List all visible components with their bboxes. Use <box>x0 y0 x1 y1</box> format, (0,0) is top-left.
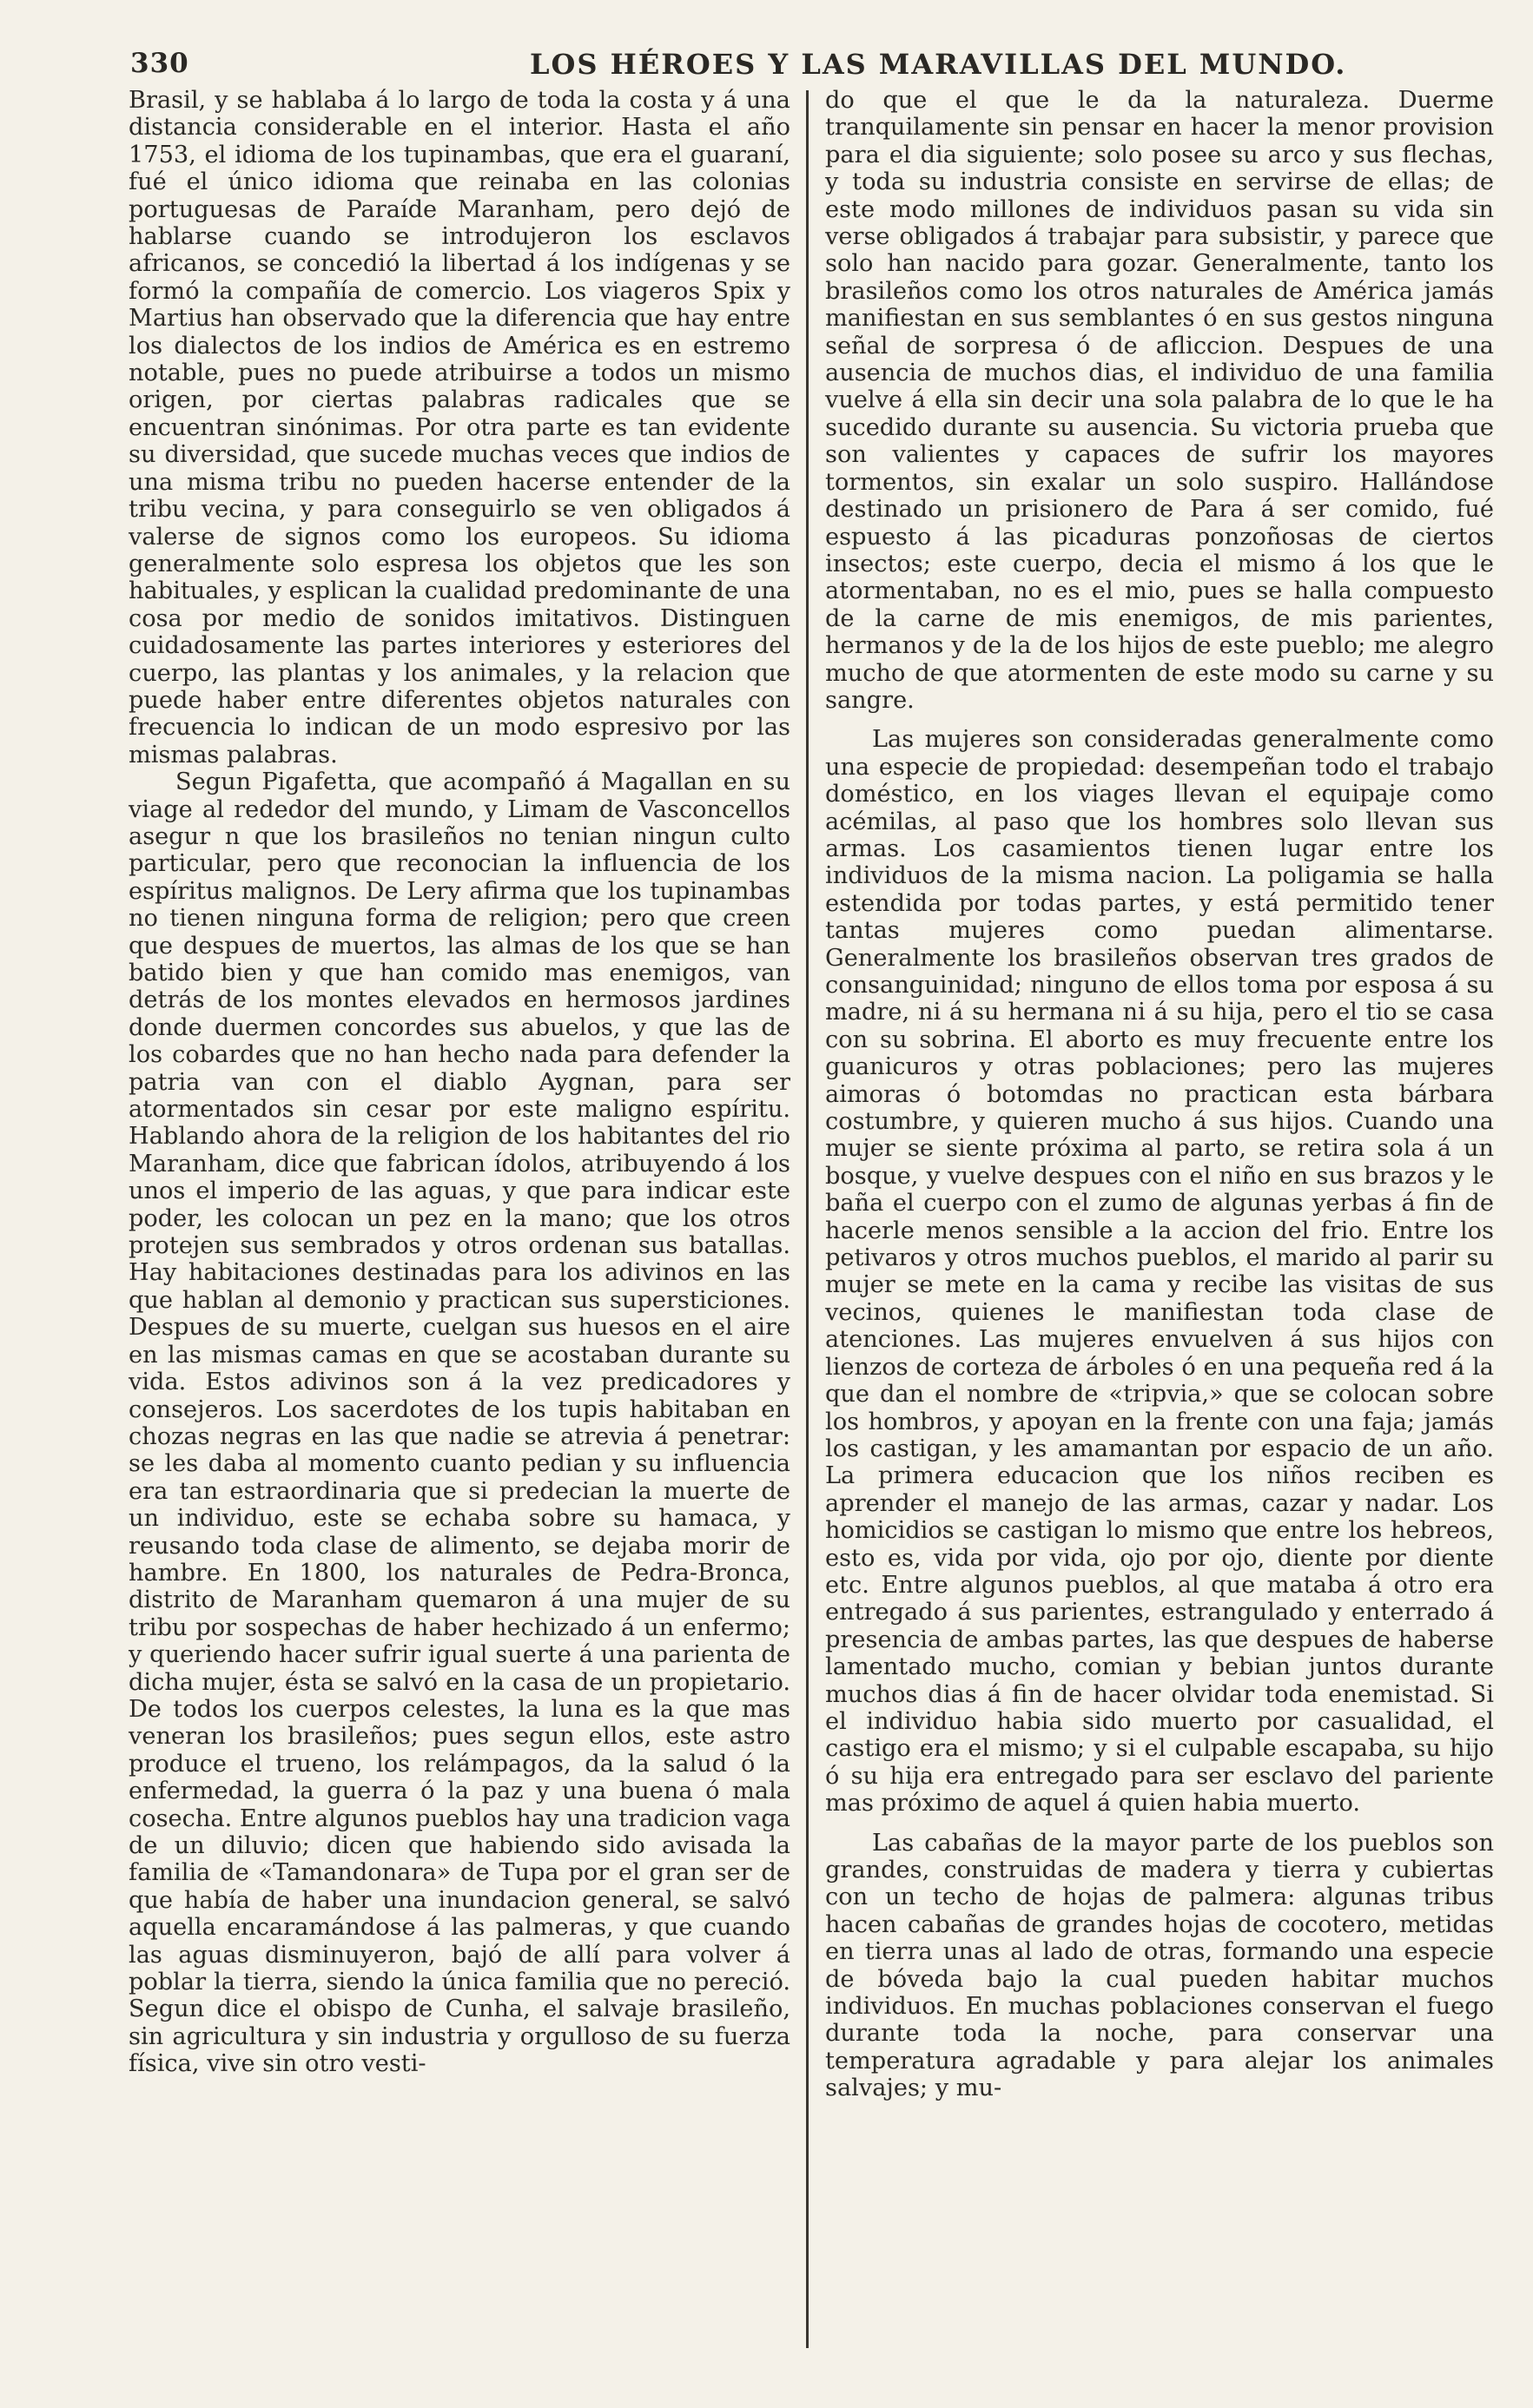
left-paragraph-1: Brasil, y se hablaba á lo largo de toda la costa y á una distancia considerable en el interior. Hasta el año 1753, el idioma de los tupinambas, que era el guaraní, fué el único idioma que reinaba en las colonias portuguesas de Paraíde Maranham, pero dejó de hablarse cuando se introdujeron los esclavos africanos, se concedió la libertad á los indígenas y se formó la compañía de comercio. Los viageros Spix y Martius han observado que la diferencia que hay entre los dialectos de los indios de América es en estremo notable, pues no puede atribuirse a todos un mismo origen, por ciertas palabras radicales que se encuentran sinónimas. Por otra parte es tan evidente su diversidad, que sucede muchas veces que indios de una misma tribu no pueden hacerse entender de la tribu vecina, y para conseguirlo se ven obligados á valerse de signos como los europeos. Su idioma generalmente solo espresa los objetos que les son habituales, y esplican la cualidad predominante de una cosa por medio de sonidos imitativos. Distinguen cuidadosamente las partes interiores y esteriores del cuerpo, las plantas y los animales, y la relacion que puede haber entre diferentes objetos naturales con frecuencia lo indican de un modo espresivo por las mismas palabras. <box>129 87 790 769</box>
right-paragraph-3: Las cabañas de la mayor parte de los pueblos son grandes, construidas de madera y tierra y cubiertas con un techo de hojas de palmera: algunas tribus hacen cabañas de grandes hojas de cocotero, metidas en tierra unas al lado de otras, formando una especie de bóveda bajo la cual pueden habitar muchos individuos. En muchas poblaciones conservan el fuego durante toda la noche, para conservar una temperatura agradable y para alejar los animales salvajes; y mu- <box>825 1829 1494 2102</box>
left-paragraph-2: Segun Pigafetta, que acompañó á Magallan en su viage al rededor del mundo, y Limam de Vasconcellos asegur n que los brasileños no tenian ningun culto particular, pero que reconocian la influencia de los espíritus malignos. De Lery afirma que los tupinambas no tienen ninguna forma de religion; pero que creen que despues de muertos, las almas de los que se han batido bien y que han comido mas enemigos, van detrás de los montes elevados en hermosos jardines donde duermen concordes sus abuelos, y que las de los cobardes que no han hecho nada para defender la patria van con el diablo Aygnan, para ser atormentados sin cesar por este maligno espíritu. Hablando ahora de la religion de los habitantes del rio Maranham, dice que fabrican ídolos, atribuyendo á los unos el imperio de las aguas, y que para indicar este poder, les colocan un pez en la mano; que los otros protejen sus sembrados y otros ordenan sus batallas. Hay habitaciones destinadas para los adivinos en las que hablan al demonio y practican sus supersticiones. Despues de su muerte, cuelgan sus huesos en el aire en las mismas camas en que se acostaban durante su vida. Estos adivinos son á la vez predicadores y consejeros. Los sacerdotes de los tupis habitaban en chozas negras en las que nadie se atrevia á penetrar: se les daba al momento cuanto pedian y su influencia era tan estraordinaria que si predecian la muerte de un individuo, este se echaba sobre su hamaca, y reusando toda clase de alimento, se dejaba morir de hambre. En 1800, los naturales de Pedra-Bronca, distrito de Maranham quemaron á una mujer de su tribu por sospechas de haber hechizado á un enfermo; y queriendo hacer sufrir igual suerte á una parienta de dicha mujer, ésta se salvó en la casa de un propietario. De todos los cuerpos celestes, la luna es la que mas veneran los brasileños; pues segun ellos, este astro produce el trueno, los relámpagos, da la salud ó la enfermedad, la guerra ó la paz y una buena ó mala cosecha. Entre algunos pueblos hay una tradicion vaga de un diluvio; dicen que habiendo sido avisada la familia de «Tamandonara» de Tupa por el gran ser de que había de haber una inundacion general, se salvó aquella encaramándose á las palmeras, y que cuando las aguas disminuyeron, bajó de allí para volver á poblar la tierra, siendo la única familia que no pereció. Segun dice el obispo de Cunha, el salvaje brasileño, sin agricultura y sin industria y orgulloso de su fuerza física, vive sin otro vesti- <box>129 769 790 2078</box>
column-divider <box>806 90 809 2348</box>
right-paragraph-2: Las mujeres son consideradas generalmente como una especie de propiedad: desempeñan todo el trabajo doméstico, en los viages llevan el equipaje como acémilas, al paso que los hombres solo llevan sus armas. Los casamientos tienen lugar entre los individuos de la misma nacion. La poligamia se halla estendida por todas partes, y está permitido tener tantas mujeres como puedan alimentarse. Generalmente los brasileños observan tres grados de consanguinidad; ninguno de ellos toma por esposa á su madre, ni á su hermana ni á su hija, pero el tio se casa con su sobrina. El aborto es muy frecuente entre los guanicuros y otras poblaciones; pero las mujeres aimoras ó botomdas no practican esta bárbara costumbre, y quieren mucho á sus hijos. Cuando una mujer se siente próxima al parto, se retira sola á un bosque, y vuelve despues con el niño en sus brazos y le baña el cuerpo con el zumo de algunas yerbas á fin de hacerle menos sensible a la accion del frio. Entre los petivaros y otros muchos pueblos, el marido al parir su mujer se mete en la cama y recibe las visitas de sus vecinos, quienes le manifiestan toda clase de atenciones. Las mujeres envuelven á sus hijos con lienzos de corteza de árboles ó en una pequeña red á la que dan el nombre de «tripvia,» que se colocan sobre los hombros, y apoyan en la frente con una faja; jamás los castigan, y les amamantan por espacio de un año. La primera educacion que los niños reciben es aprender el manejo de las armas, cazar y nadar. Los homicidios se castigan lo mismo que entre los hebreos, esto es, vida por vida, ojo por ojo, diente por diente etc. Entre algunos pueblos, al que mataba á otro era entregado á sus parientes, estrangulado y enterrado á presencia de ambas partes, las que despues de haberse lamentado mucho, comian y bebian juntos durante muchos dias á fin de hacer olvidar toda enemistad. Si el individuo habia sido muerto por casualidad, el castigo era el mismo; y si el culpable escapaba, su hijo ó su hija era entregado para ser esclavo del pariente mas próximo de aquel á quien habia muerto. <box>825 726 1494 1818</box>
running-head <box>130 48 1498 82</box>
right-paragraph-1: do que el que le da la naturaleza. Duerme tranquilamente sin pensar en hacer la menor provision para el dia siguiente; solo posee su arco y sus flechas, y toda su industria consiste en servirse de ellas; de este modo millones de individuos pasan su vida sin verse obligados á trabajar para subsistir, y parece que solo han nacido para gozar. Generalmente, tanto los brasileños como los otros naturales de América jamás manifiestan en sus semblantes ó en sus gestos ninguna señal de sorpresa ó de afliccion. Despues de una ausencia de muchos dias, el individuo de una familia vuelve á ella sin decir una sola palabra de lo que le ha sucedido durante su ausencia. Su victoria prueba que son valientes y capaces de sufrir los mayores tormentos, sin exalar un solo suspiro. Hallándose destinado un prisionero de Para á ser comido, fué espuesto á las picaduras ponzoñosas de ciertos insectos; este cuerpo, decia el mismo á los que le atormentaban, no es el mio, pues se halla compuesto de la carne de mis enemigos, de mis parientes, hermanos y de la de los hijos de este pueblo; me alegro mucho de que atormenten de este modo su carne y su sangre. <box>825 87 1494 714</box>
left-column <box>129 87 790 2078</box>
running-title: LOS HÉROES Y LAS MARAVILLAS DEL MUNDO. <box>530 48 1347 81</box>
right-column <box>825 87 1494 2102</box>
page-number: 330 <box>130 48 189 79</box>
